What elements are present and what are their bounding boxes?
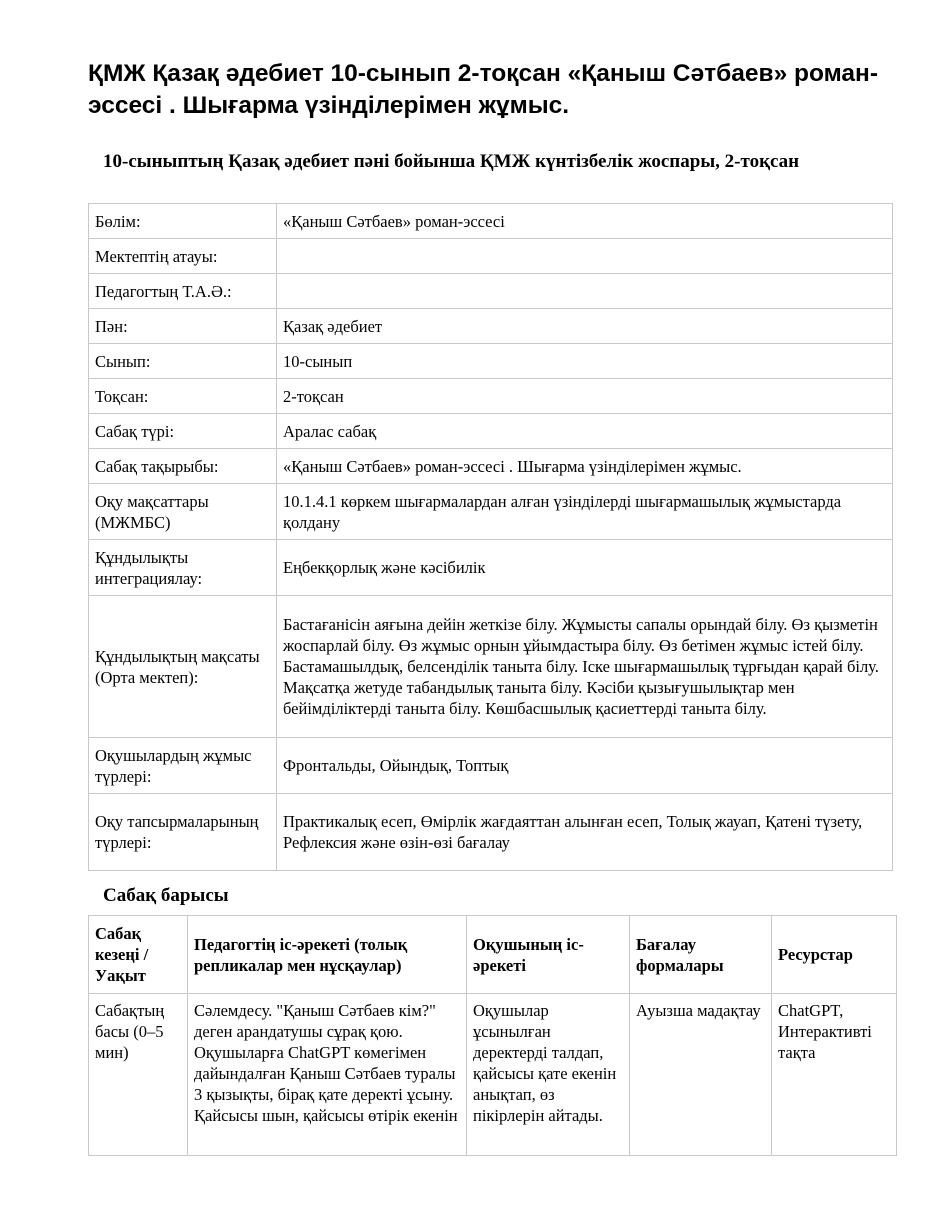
table-row xyxy=(89,794,893,871)
row-label: Оқу тапсырмаларының түрлері: xyxy=(89,794,277,871)
row-label: Мектептің атауы: xyxy=(89,239,277,274)
table-row xyxy=(89,204,893,239)
table-row xyxy=(89,596,893,738)
row-label: Пән: xyxy=(89,309,277,344)
table-row xyxy=(89,274,893,309)
table-row xyxy=(89,239,893,274)
cell-resources: ChatGPT, Интерактивті тақта xyxy=(772,994,897,1156)
column-header-stage: Сабақ кезеңі / Уақыт xyxy=(89,916,188,994)
row-label: Педагогтың Т.А.Ә.: xyxy=(89,274,277,309)
table-row xyxy=(89,540,893,596)
table-row xyxy=(89,414,893,449)
cell-student-activity: Оқушылар ұсынылған деректерді талдап, қайсысы қате екенін анықтап, өз пікірлерін айтады. xyxy=(467,994,630,1156)
lesson-flow-heading: Сабақ барысы xyxy=(103,885,229,906)
row-value: Практикалық есеп, Өмірлік жағдаяттан алынған есеп, Толық жауап, Қатені түзету, Рефлексия және өзін-өзі бағалау xyxy=(277,794,893,871)
row-value: 10-сынып xyxy=(277,344,893,379)
table-row xyxy=(89,484,893,540)
row-value xyxy=(277,239,893,274)
column-header-teacher: Педагогтің іс-әрекеті (толық репликалар мен нұсқаулар) xyxy=(188,916,467,994)
cell-assessment: Ауызша мадақтау xyxy=(630,994,772,1156)
column-header-resources: Ресурстар xyxy=(772,916,897,994)
row-value: 2-тоқсан xyxy=(277,379,893,414)
row-value: «Қаныш Сәтбаев» роман-эссесі xyxy=(277,204,893,239)
row-value: 10.1.4.1 көркем шығармалардан алған үзінділерді шығармашылық жұмыстарда қолдану xyxy=(277,484,893,540)
table-row xyxy=(89,449,893,484)
row-label: Сабақ түрі: xyxy=(89,414,277,449)
table-row xyxy=(89,379,893,414)
row-value: Аралас сабақ xyxy=(277,414,893,449)
row-value: Қазақ әдебиет xyxy=(277,309,893,344)
table-row xyxy=(89,738,893,794)
plan-subtitle: 10-сыныптың Қазақ әдебиет пәні бойынша ҚМЖ күнтізбелік жоспары, 2-тоқсан xyxy=(103,151,800,172)
row-value: Фронтальды, Ойындық, Топтық xyxy=(277,738,893,794)
document-title: ҚМЖ Қазақ әдебиет 10-сынып 2-тоқсан «Қаныш Сәтбаев» роман-эссесі . Шығарма үзінділерімен жұмыс. xyxy=(88,60,878,119)
row-label: Құндылықты интеграциялау: xyxy=(89,540,277,596)
row-label: Бөлім: xyxy=(89,204,277,239)
row-value xyxy=(277,274,893,309)
column-header-assessment: Бағалау формалары xyxy=(630,916,772,994)
row-label: Сабақ тақырыбы: xyxy=(89,449,277,484)
row-label: Сынып: xyxy=(89,344,277,379)
row-value: «Қаныш Сәтбаев» роман-эссесі . Шығарма үзінділерімен жұмыс. xyxy=(277,449,893,484)
cell-stage: Сабақтың басы (0–5 мин) xyxy=(89,994,188,1156)
table-header-row xyxy=(89,916,897,994)
row-label: Тоқсан: xyxy=(89,379,277,414)
table-row xyxy=(89,344,893,379)
column-header-student: Оқушының іс-әрекеті xyxy=(467,916,630,994)
lesson-flow-table xyxy=(88,915,897,1156)
row-value: Еңбекқорлық және кәсібилік xyxy=(277,540,893,596)
row-label: Оқушылардың жұмыс түрлері: xyxy=(89,738,277,794)
table-row xyxy=(89,309,893,344)
row-label: Оқу мақсаттары (МЖМБС) xyxy=(89,484,277,540)
row-value: Бастағанісін аяғына дейін жеткізе білу. Жұмысты сапалы орындай білу. Өз қызметін жоспарлай білу. Өз жұмыс орнын ұйымдастыра білу. Өз бетімен жұмыс істей білу. Бастамашылдық, белсенділік таныта білу. Іске шығармашылық тұрғыдан қарай білу. Мақсатқа жетуде табандылық таныта білу. Кәсіби қызығушылықтар мен бейімділіктерді таныта білу. Көшбасшылық қасиеттерді таныта білу. xyxy=(277,596,893,738)
table-row xyxy=(89,994,897,1156)
lesson-info-table xyxy=(88,203,893,871)
cell-teacher-activity: Сәлемдесу. "Қаныш Сәтбаев кім?" деген арандатушы сұрақ қою. Оқушыларға ChatGPT көмегімен дайындалған Қаныш Сәтбаев туралы 3 қызықты, бірақ қате деректі ұсыну. Қайсысы шын, қайсысы өтірік екенін xyxy=(188,994,467,1156)
row-label: Құндылықтың мақсаты (Орта мектеп): xyxy=(89,596,277,738)
